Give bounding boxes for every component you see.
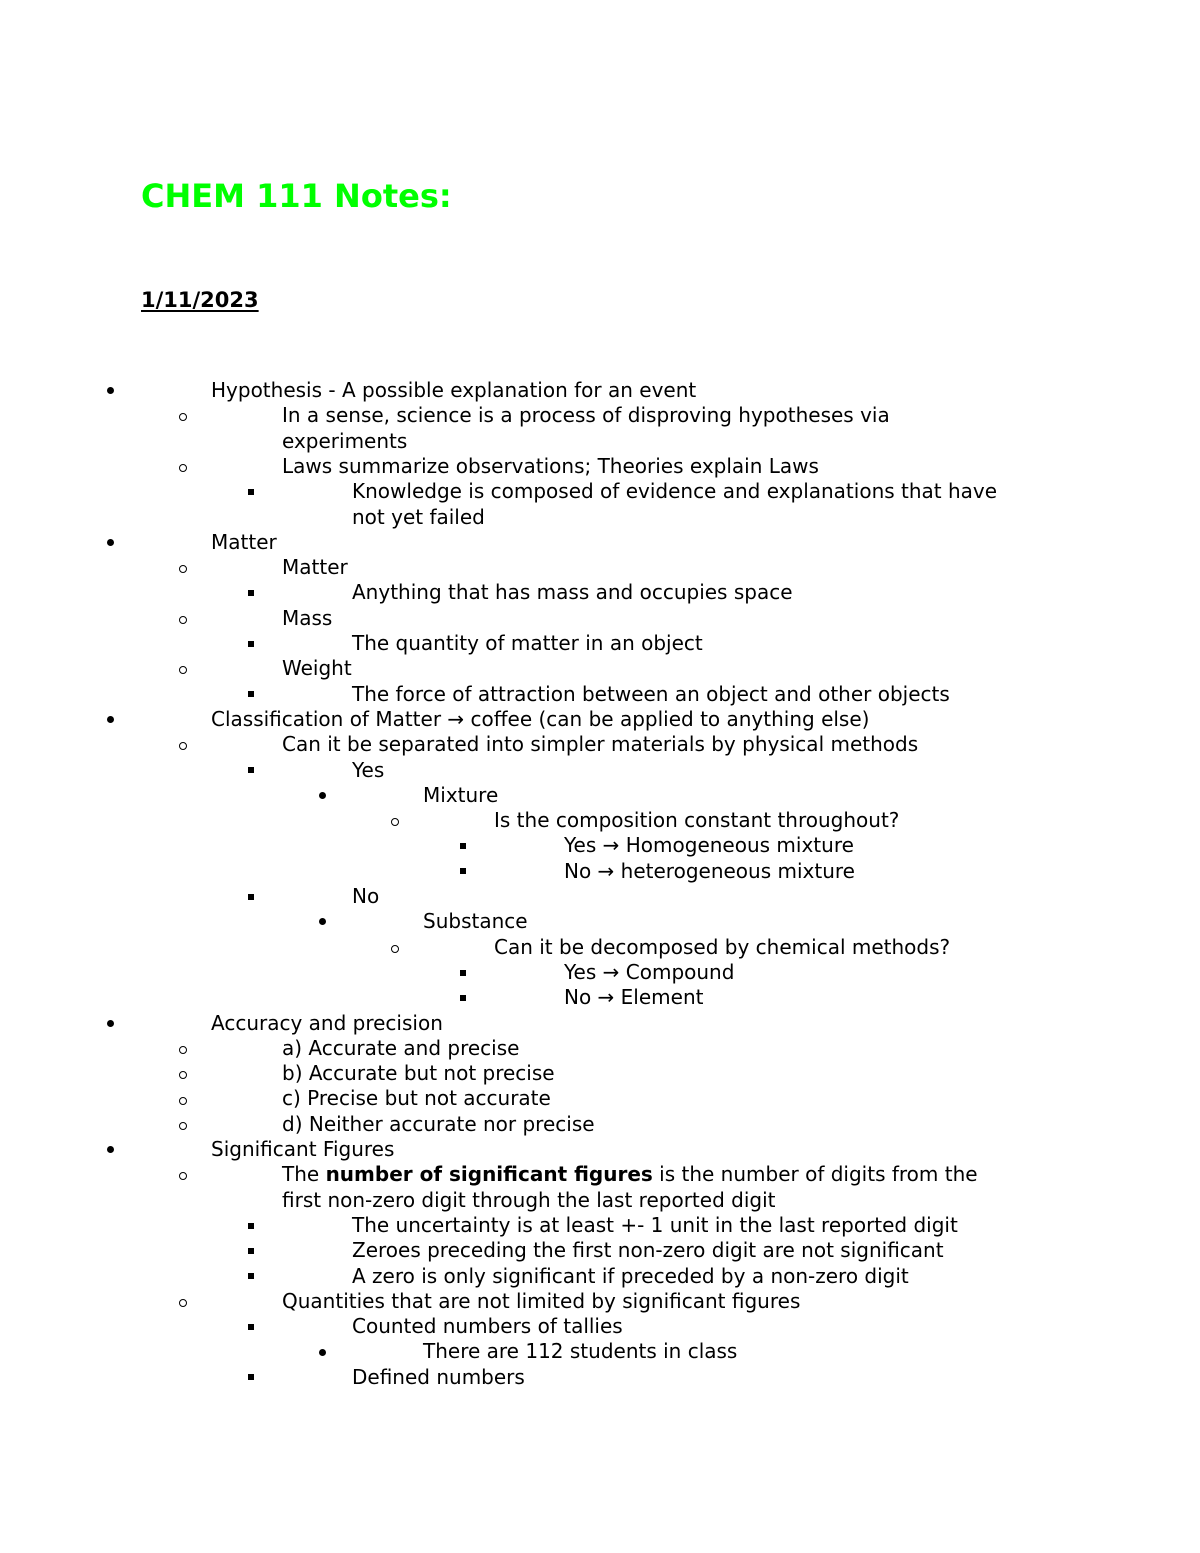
- circle-bullet-icon: [212, 1086, 282, 1111]
- outline-item-text: Mass: [282, 605, 333, 630]
- outline-item: [211, 378, 696, 403]
- outline-item-text: In a sense, science is a process of disproving hypotheses via: [282, 403, 890, 428]
- disc-bullet-icon: [353, 783, 423, 808]
- outline-item-text: b) Accurate but not precise: [282, 1061, 555, 1086]
- outline-item-text: Knowledge is composed of evidence and explanations that have: [352, 479, 998, 504]
- outline-item-text: Significant Figures: [211, 1137, 395, 1161]
- outline-item: [352, 1264, 909, 1289]
- outline-item-text: Classification of Matter → coffee (can be applied to anything else): [211, 706, 870, 731]
- outline-item: [494, 935, 950, 960]
- disc-bullet-icon: [141, 1011, 211, 1036]
- square-bullet-icon: [282, 1213, 352, 1238]
- square-bullet-icon: [494, 833, 564, 858]
- outline-item: [282, 1086, 551, 1111]
- disc-bullet-icon: [141, 530, 211, 555]
- outline-item: [423, 909, 528, 934]
- outline-item-text: Is the composition constant throughout?: [494, 808, 900, 833]
- square-bullet-icon: [282, 1238, 352, 1263]
- outline-item-text: Weight: [282, 656, 352, 681]
- outline-item-text: Quantities that are not limited by significant figures: [282, 1288, 801, 1313]
- outline-item-text: d) Neither accurate nor precise: [282, 1111, 595, 1136]
- page-title: CHEM 111 Notes:: [141, 177, 452, 215]
- outline-item: [352, 758, 384, 783]
- outline-item-text: Substance: [423, 909, 528, 934]
- outline-item-text: experiments: [282, 428, 408, 453]
- outline-item: [423, 783, 498, 808]
- outline-item-text: A zero is only significant if preceded by a non-zero digit: [352, 1263, 909, 1288]
- outline-item: [282, 1061, 555, 1086]
- square-bullet-icon: [282, 758, 352, 783]
- outline-text-part: The: [282, 1162, 326, 1187]
- outline-item: [211, 1011, 443, 1036]
- disc-bullet-icon: [353, 1339, 423, 1364]
- outline-item-text: a) Accurate and precise: [282, 1035, 520, 1060]
- outline-item: [564, 859, 855, 884]
- outline-item-text: Can it be separated into simpler materials by physical methods: [282, 732, 919, 757]
- outline-item-text: The uncertainty is at least +- 1 unit in the last reported digit: [352, 1212, 958, 1237]
- disc-bullet-icon: [353, 909, 423, 934]
- outline-item: [352, 1238, 944, 1263]
- outline-item-text: Zeroes preceding the first non-zero digit are not significant: [352, 1238, 944, 1263]
- outline-item-text: No: [352, 884, 380, 908]
- circle-bullet-icon: [212, 1061, 282, 1086]
- outline-item-text: Accuracy and precision: [211, 1010, 443, 1035]
- note-date: 1/11/2023: [141, 288, 259, 312]
- outline-item: [282, 403, 890, 428]
- circle-bullet-icon: [212, 454, 282, 479]
- circle-bullet-icon: [212, 1289, 282, 1314]
- bold-term: number of significant figures: [325, 1162, 653, 1187]
- outline-item: [352, 884, 379, 909]
- square-bullet-icon: [282, 1314, 352, 1339]
- outline-item: [282, 1112, 595, 1137]
- disc-bullet-icon: [141, 707, 211, 732]
- outline-item: [564, 985, 703, 1010]
- outline-item-text: Matter: [282, 555, 348, 580]
- square-bullet-icon: [282, 1264, 352, 1289]
- outline-item: [211, 707, 869, 732]
- circle-bullet-icon: [212, 656, 282, 681]
- circle-bullet-icon: [212, 1036, 282, 1061]
- outline-item-text: The quantity of matter in an object: [352, 631, 703, 655]
- outline-item: [282, 454, 819, 479]
- outline-item-text: Defined numbers: [352, 1364, 525, 1389]
- outline-item: [282, 1188, 775, 1213]
- square-bullet-icon: [494, 960, 564, 985]
- outline-item-text: The force of attraction between an object and other objects: [352, 681, 950, 706]
- circle-bullet-icon: [424, 808, 494, 833]
- outline-item: [282, 656, 352, 681]
- outline-item-text: No → heterogeneous mixture: [564, 858, 855, 883]
- outline-item: [352, 580, 793, 605]
- square-bullet-icon: [282, 682, 352, 707]
- circle-bullet-icon: [212, 555, 282, 580]
- square-bullet-icon: [282, 884, 352, 909]
- outline-item: [564, 960, 734, 985]
- outline-item-text: Matter: [211, 529, 277, 554]
- outline-item: [282, 1162, 978, 1187]
- outline-item: [423, 1339, 737, 1364]
- outline-item-text: Hypothesis - A possible explanation for an event: [211, 378, 697, 402]
- outline-item-text: [282, 1162, 978, 1186]
- outline-item-text: There are 112 students in class: [423, 1339, 738, 1364]
- outline-item: [211, 530, 277, 555]
- outline-item: [564, 833, 854, 858]
- outline-item-text: Yes: [352, 757, 385, 782]
- outline-item-text: Yes → Homogeneous mixture: [564, 833, 854, 858]
- outline-item: [282, 732, 918, 757]
- outline-item-text: not yet failed: [352, 504, 485, 529]
- outline-item: [352, 479, 997, 504]
- outline-item: [282, 1289, 800, 1314]
- outline-item-text: Anything that has mass and occupies space: [352, 580, 793, 605]
- circle-bullet-icon: [424, 935, 494, 960]
- outline-item: [282, 429, 407, 454]
- outline-item: [352, 1314, 623, 1339]
- outline-item: [352, 631, 703, 656]
- outline-item: [352, 682, 950, 707]
- outline-item: [282, 1036, 519, 1061]
- circle-bullet-icon: [212, 606, 282, 631]
- square-bullet-icon: [282, 479, 352, 504]
- circle-bullet-icon: [212, 403, 282, 428]
- outline-item-text: Laws summarize observations; Theories explain Laws: [282, 453, 819, 478]
- outline-item-text: first non-zero digit through the last reported digit: [282, 1187, 776, 1212]
- outline-text-part: is the number of digits from the: [652, 1162, 978, 1187]
- outline-item: [352, 1365, 525, 1390]
- outline-item-text: Can it be decomposed by chemical methods?: [494, 934, 951, 959]
- circle-bullet-icon: [212, 732, 282, 757]
- outline-item-text: Yes → Compound: [564, 959, 735, 984]
- square-bullet-icon: [494, 985, 564, 1010]
- outline-item: [352, 505, 485, 530]
- square-bullet-icon: [282, 1365, 352, 1390]
- disc-bullet-icon: [141, 1137, 211, 1162]
- outline-item: [494, 808, 899, 833]
- outline-item: [282, 606, 332, 631]
- disc-bullet-icon: [141, 378, 211, 403]
- outline-item: [352, 1213, 958, 1238]
- outline-item: [211, 1137, 394, 1162]
- square-bullet-icon: [494, 859, 564, 884]
- square-bullet-icon: [282, 580, 352, 605]
- circle-bullet-icon: [212, 1112, 282, 1137]
- square-bullet-icon: [282, 631, 352, 656]
- outline-item-text: Counted numbers of tallies: [352, 1314, 623, 1339]
- outline-item-text: Mixture: [423, 782, 499, 807]
- outline-item-text: No → Element: [564, 985, 704, 1010]
- circle-bullet-icon: [212, 1162, 282, 1187]
- outline-item: [282, 555, 348, 580]
- outline-item-text: c) Precise but not accurate: [282, 1086, 551, 1111]
